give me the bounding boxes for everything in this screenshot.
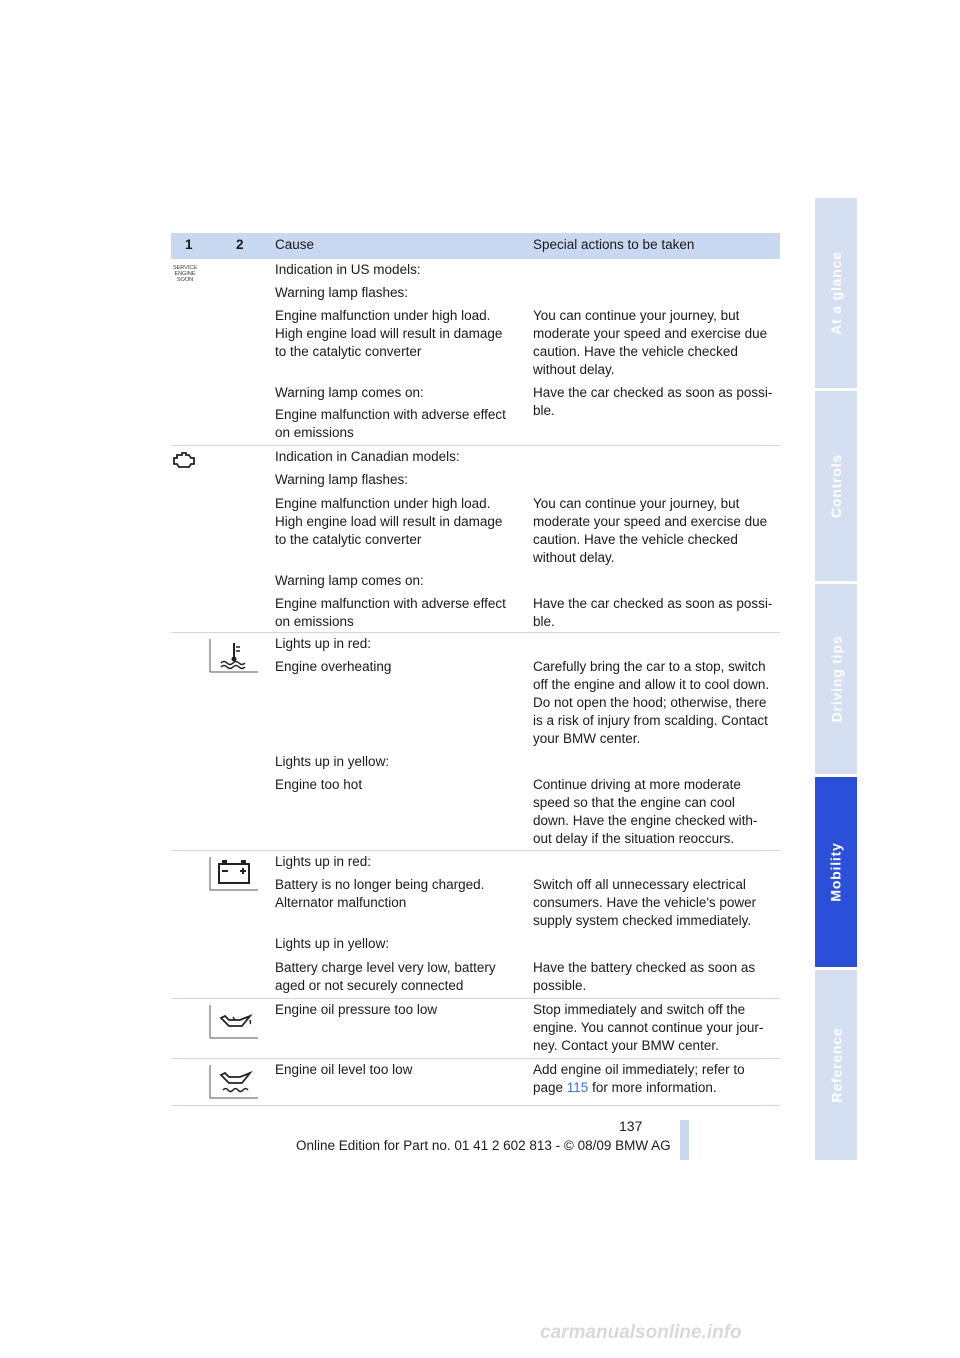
cause-text: Battery is no longer being charged. <box>275 877 485 892</box>
battery-icon <box>209 855 259 891</box>
cause-text: Indication in US models: <box>275 262 421 277</box>
action-text: ble. <box>533 403 555 418</box>
coolant-temperature-icon <box>209 637 259 673</box>
service-engine-soon-icon: SERVICE ENGINE SOON <box>172 265 198 283</box>
cause-text: Warning lamp flashes: <box>275 472 409 487</box>
table-row <box>171 633 780 851</box>
cause-text: Engine malfunction with adverse effect <box>275 596 506 611</box>
action-text: engine. You cannot continue your jour- <box>533 1020 764 1035</box>
page-marker <box>680 1120 689 1160</box>
cause-text: Engine oil pressure too low <box>275 1002 438 1017</box>
action-text: Switch off all unnecessary electrical <box>533 877 746 892</box>
action-text: Have the car checked as soon as possi- <box>533 596 773 611</box>
cause-text: aged or not securely connected <box>275 978 464 993</box>
header-action: Special actions to be taken <box>533 237 695 252</box>
action-text: caution. Have the vehicle checked <box>533 532 738 547</box>
action-text: moderate your speed and exercise due <box>533 514 768 529</box>
warning-lamp-table <box>171 233 780 1106</box>
cause-text: to the catalytic converter <box>275 344 422 359</box>
action-text: speed so that the engine can cool <box>533 795 735 810</box>
header-cause: Cause <box>275 237 315 252</box>
oil-pressure-icon <box>209 1003 259 1039</box>
cause-text: on emissions <box>275 614 354 629</box>
cause-text: Lights up in red: <box>275 636 372 651</box>
action-text: Do not open the hood; otherwise, there <box>533 695 767 710</box>
cause-text: Indication in Canadian models: <box>275 449 460 464</box>
cause-text: Warning lamp flashes: <box>275 285 409 300</box>
action-text: You can continue your journey, but <box>533 308 740 323</box>
table-header <box>171 233 780 259</box>
cause-text: Engine overheating <box>275 659 392 674</box>
table-row <box>171 259 780 446</box>
tab-reference[interactable]: Reference <box>815 970 857 1160</box>
action-text: page 115 for more information. <box>533 1080 717 1095</box>
action-text: out delay if the situation reoccurs. <box>533 831 735 846</box>
action-text: your BMW center. <box>533 731 641 746</box>
action-text: ble. <box>533 614 555 629</box>
cause-text: Engine malfunction under high load. <box>275 496 491 511</box>
table-row <box>171 851 780 999</box>
cause-text: Engine malfunction with adverse effect <box>275 407 506 422</box>
cause-text: Engine oil level too low <box>275 1062 413 1077</box>
action-text: Stop immediately and switch off the <box>533 1002 746 1017</box>
cause-text: to the catalytic converter <box>275 532 422 547</box>
header-col-2: 2 <box>236 237 244 252</box>
table-row <box>171 446 780 633</box>
cause-text: Lights up in yellow: <box>275 936 390 951</box>
cause-text: High engine load will result in damage <box>275 514 503 529</box>
action-text: You can continue your journey, but <box>533 496 740 511</box>
action-text: moderate your speed and exercise due <box>533 326 768 341</box>
tab-mobility[interactable]: Mobility <box>815 777 857 967</box>
cause-text: Lights up in red: <box>275 854 372 869</box>
edition-text: Online Edition for Part no. 01 41 2 602 813 - © 08/09 BMW AG <box>296 1138 671 1153</box>
action-text: caution. Have the vehicle checked <box>533 344 738 359</box>
tab-driving-tips[interactable]: Driving tips <box>815 584 857 774</box>
action-text: down. Have the engine checked with- <box>533 813 758 828</box>
action-text: off the engine and allow it to cool down. <box>533 677 770 692</box>
tab-at-a-glance[interactable]: At a glance <box>815 198 857 388</box>
action-text: Have the car checked as soon as possi- <box>533 385 773 400</box>
action-text: Add engine oil immediately; refer to <box>533 1062 745 1077</box>
header-col-1: 1 <box>185 237 193 252</box>
action-text: Continue driving at more moderate <box>533 777 741 792</box>
table-row <box>171 1059 780 1106</box>
action-text: consumers. Have the vehicle's power <box>533 895 757 910</box>
table-row <box>171 999 780 1059</box>
tab-controls[interactable]: Controls <box>815 391 857 581</box>
cause-text: High engine load will result in damage <box>275 326 503 341</box>
cause-text: Engine malfunction under high load. <box>275 308 491 323</box>
check-engine-icon <box>171 452 197 475</box>
page-link[interactable]: 115 <box>566 1080 589 1095</box>
page-number: 137 <box>619 1118 643 1134</box>
cause-text: Warning lamp comes on: <box>275 385 424 400</box>
cause-text: on emissions <box>275 425 354 440</box>
action-text: possible. <box>533 978 587 993</box>
chapter-tabs <box>815 198 857 1160</box>
cause-text: Lights up in yellow: <box>275 754 390 769</box>
cause-text: Alternator malfunction <box>275 895 407 910</box>
action-text: without delay. <box>533 550 615 565</box>
action-text: Have the battery checked as soon as <box>533 960 756 975</box>
oil-level-icon <box>209 1063 259 1099</box>
cause-text: Warning lamp comes on: <box>275 573 424 588</box>
action-text: Carefully bring the car to a stop, switch <box>533 659 766 674</box>
action-text: supply system checked immediately. <box>533 913 752 928</box>
cause-text: Engine too hot <box>275 777 363 792</box>
watermark: carmanualsonline.info <box>540 1322 742 1343</box>
cause-text: Battery charge level very low, battery <box>275 960 496 975</box>
action-text: ney. Contact your BMW center. <box>533 1038 719 1053</box>
action-text: is a risk of injury from scalding. Contact <box>533 713 768 728</box>
action-text: without delay. <box>533 362 615 377</box>
